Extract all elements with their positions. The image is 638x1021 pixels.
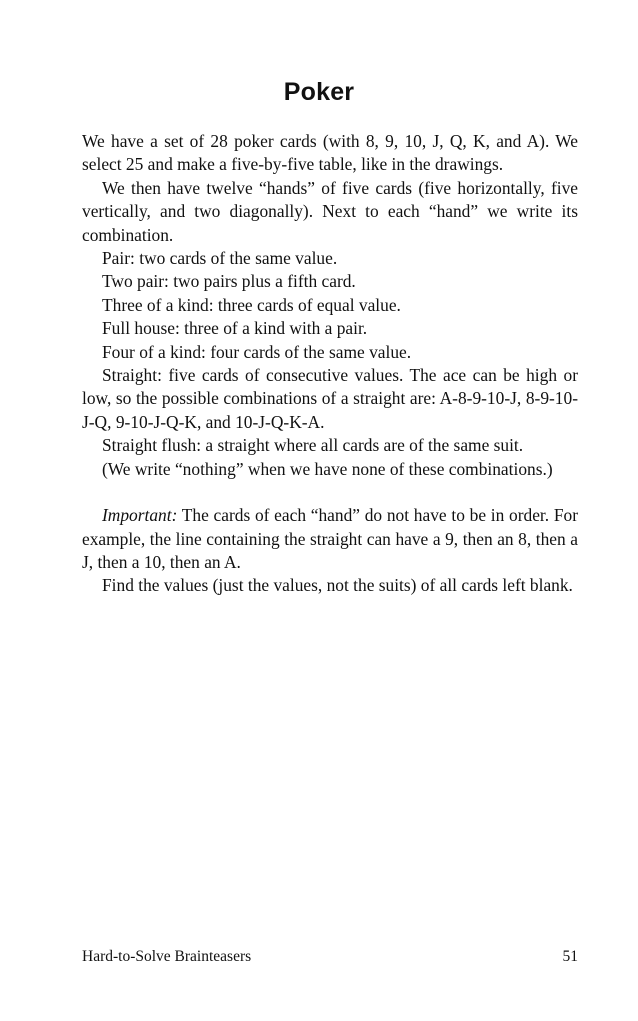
rule-two-pair: Two pair: two pairs plus a fifth card.: [102, 271, 356, 292]
rule-three-of-a-kind: Three of a kind: three cards of equal value.: [102, 294, 401, 315]
hands-paragraph: We then have twelve “hands” of five cards (five horizontally, five vertically, and two diagonally). Next to each “hand” we write its combination.: [82, 177, 578, 245]
important-paragraph: [82, 504, 578, 574]
important-text: The cards of each “hand” do not have to be in order. For example, the line containing the straight can have a 9, then an 8, then a J, then a 10, then an A.: [82, 505, 578, 572]
puzzle-text: [82, 130, 578, 598]
rule-nothing: (We write “nothing” when we have none of these combinations.): [102, 458, 553, 479]
intro-paragraph: We have a set of 28 poker cards (with 8, 9, 10, J, Q, K, and A). We select 25 and make a five-by-five table, like in the drawings.: [82, 131, 578, 175]
footer-book-title: Hard-to-Solve Brainteasers: [82, 948, 252, 965]
rule-straight: Straight: five cards of consecutive values. The ace can be high or low, so the possible combinations of a straight are: A-8-9-10-J, 8-9-10-J-Q, 9-10-J-Q-K, and 10-J-Q-K-A.: [82, 365, 578, 432]
rule-full-house: Full house: three of a kind with a pair.: [102, 318, 368, 339]
find-paragraph: Find the values (just the values, not the suits) of all cards left blank.: [102, 575, 573, 596]
page-number: 51: [562, 948, 578, 965]
rule-four-of-a-kind: Four of a kind: four cards of the same value.: [102, 341, 412, 362]
rule-straight-flush: Straight flush: a straight where all cards are of the same suit.: [102, 435, 524, 456]
important-label: Important:: [102, 505, 178, 526]
rule-pair: Pair: two cards of the same value.: [102, 248, 338, 269]
page-title: Poker: [283, 78, 355, 106]
page-footer: [82, 948, 578, 966]
